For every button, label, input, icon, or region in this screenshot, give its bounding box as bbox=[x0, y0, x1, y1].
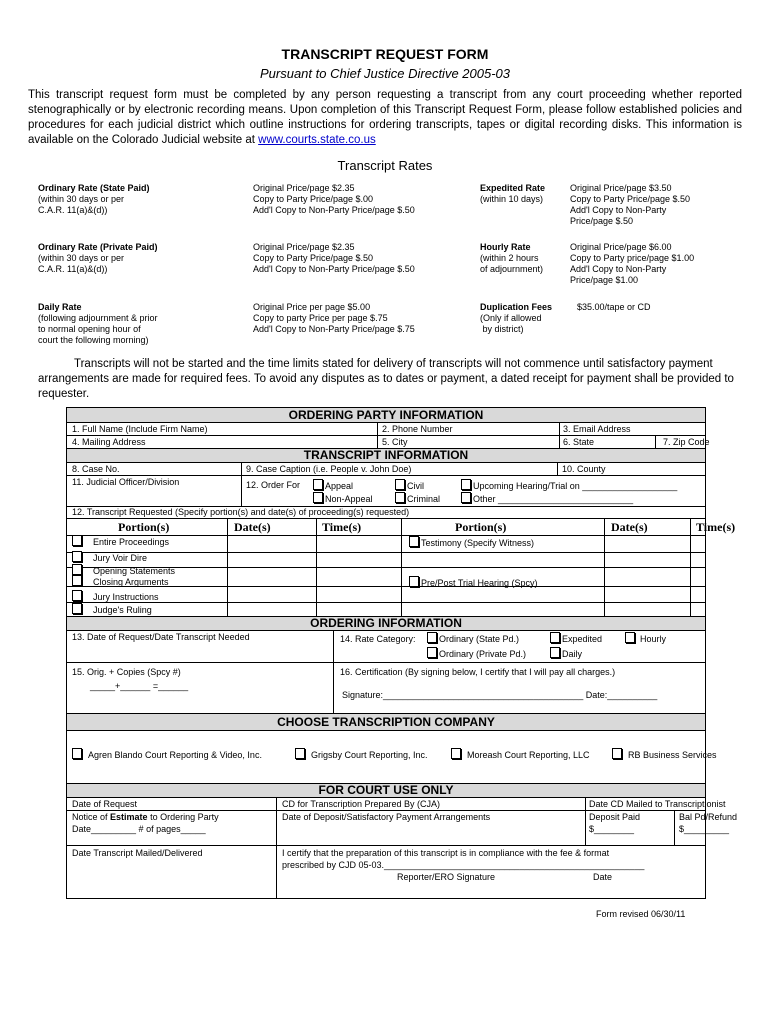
option-label: Other ___________________________ bbox=[473, 494, 634, 504]
transcript-info-heading: TRANSCRIPT INFORMATION bbox=[303, 448, 469, 462]
ordering-info-heading: ORDERING INFORMATION bbox=[310, 616, 462, 630]
company-agren-blando[interactable] bbox=[72, 748, 262, 761]
rate-price: Add'l Copy to Non-Party bbox=[570, 264, 667, 274]
checkbox-icon[interactable] bbox=[395, 492, 405, 503]
notice-estimate-label bbox=[72, 812, 219, 823]
portion-label: Jury Instructions bbox=[93, 592, 159, 602]
rate-desc: C.A.R. 11(a)&(d)) bbox=[38, 205, 108, 215]
col-date-right: Date(s) bbox=[611, 520, 648, 534]
rate-expedited-prices bbox=[570, 183, 750, 227]
checkbox-icon[interactable] bbox=[461, 492, 471, 503]
orig-copies-label: 15. Orig. + Copies (Spcy #) bbox=[72, 667, 181, 677]
checkbox-icon[interactable] bbox=[295, 748, 305, 759]
notice-text: to Ordering Party bbox=[147, 812, 219, 822]
rate-price: Copy to Party Price/page $.50 bbox=[253, 253, 374, 263]
rate-price: Copy to party Price per page $.75 bbox=[253, 313, 388, 323]
option-label: Hourly bbox=[640, 634, 667, 644]
cd-prepared-field[interactable]: CD for Transcription Prepared By (CJA) bbox=[282, 799, 441, 809]
order-for-label: 12. Order For bbox=[246, 480, 301, 490]
company-grigsby[interactable] bbox=[295, 748, 428, 761]
option-label: Appeal bbox=[325, 481, 354, 491]
portion-jury-instructions[interactable] bbox=[72, 590, 159, 603]
rate-price: Add'l Copy to Non-Party bbox=[570, 205, 667, 215]
checkbox-icon[interactable] bbox=[313, 479, 323, 490]
option-ordinary-state[interactable] bbox=[427, 632, 519, 645]
option-appeal[interactable] bbox=[313, 479, 353, 492]
rate-label: Hourly Rate bbox=[480, 242, 531, 252]
rate-price: Add'l Copy to Non-Party Price/page $.50 bbox=[253, 264, 415, 274]
notice-estimate-bold: Estimate bbox=[110, 812, 148, 822]
portion-label: Pre/Post Trial Hearing (Spcy) bbox=[421, 578, 538, 588]
company-label: Moreash Court Reporting, LLC bbox=[467, 750, 590, 760]
rate-duplication bbox=[480, 302, 575, 335]
date-transcript-mailed-field[interactable]: Date Transcript Mailed/Delivered bbox=[72, 848, 203, 858]
transcript-requested-label: 12. Transcript Requested (Specify portion(s) and date(s) of proceeding(s) requested) bbox=[72, 507, 410, 517]
payment-notice: Transcripts will not be started and the time limits stated for delivery of transcripts will not commence until satisfactory payment arrangements are made for required fees. To avoid any disputes as to dates or payment, a dated receipt for payment shall be provided to requester. bbox=[38, 358, 734, 400]
date-pages-field[interactable]: Date_________ # of pages_____ bbox=[72, 824, 206, 834]
option-upcoming-hearing[interactable] bbox=[461, 479, 677, 492]
portion-entire-proceedings[interactable] bbox=[72, 535, 169, 548]
ordering-party-heading: ORDERING PARTY INFORMATION bbox=[288, 408, 484, 422]
form-revised-date: Form revised 06/30/11 bbox=[596, 909, 686, 919]
rate-category-label: 14. Rate Category: bbox=[340, 634, 416, 644]
option-label: Criminal bbox=[407, 494, 441, 504]
rate-price: Copy to Party Price/page $.50 bbox=[570, 194, 691, 204]
rate-hourly-prices bbox=[570, 242, 750, 286]
company-heading: CHOOSE TRANSCRIPTION COMPANY bbox=[277, 715, 495, 729]
rate-price: Add'l Copy to Non-Party Price/page $.50 bbox=[253, 205, 415, 215]
option-expedited[interactable] bbox=[550, 632, 602, 645]
rate-ordinary-private-prices bbox=[253, 242, 473, 275]
intro-paragraph bbox=[28, 88, 742, 148]
option-civil[interactable] bbox=[395, 479, 424, 492]
checkbox-icon[interactable] bbox=[451, 748, 461, 759]
option-label: Daily bbox=[562, 649, 583, 659]
checkbox-icon[interactable] bbox=[427, 632, 437, 643]
rate-price: Original Price per page $5.00 bbox=[253, 302, 371, 312]
checkbox-icon[interactable] bbox=[313, 492, 323, 503]
rate-desc: (within 2 hours bbox=[480, 253, 539, 263]
deposit-paid-label: Deposit Paid bbox=[589, 812, 641, 822]
signature-date-field[interactable]: Signature:________________________________________ Date:__________ bbox=[342, 690, 658, 700]
reporter-signature-label: Reporter/ERO Signature bbox=[397, 872, 496, 882]
portion-testimony[interactable] bbox=[409, 536, 534, 549]
option-label: Non-Appeal bbox=[325, 494, 373, 504]
orig-copies-input[interactable]: _____+______ =______ bbox=[90, 681, 189, 691]
rate-desc: (within 30 days or per bbox=[38, 253, 125, 263]
portion-label: Jury Voir Dire bbox=[93, 553, 148, 563]
portion-label: Closing Arguments bbox=[93, 577, 169, 587]
rate-duplication-price: $35.00/tape or CD bbox=[577, 302, 651, 312]
rate-price: Copy to Party Price/page $.00 bbox=[253, 194, 374, 204]
judicial-officer-field[interactable]: 11. Judicial Officer/Division bbox=[72, 477, 180, 487]
rate-desc: (within 10 days) bbox=[480, 194, 544, 204]
checkbox-icon[interactable] bbox=[461, 479, 471, 490]
company-label: Agren Blando Court Reporting & Video, Inc. bbox=[88, 750, 262, 760]
case-no-field[interactable]: 8. Case No. bbox=[72, 464, 120, 474]
rate-price: Original Price/page $2.35 bbox=[253, 183, 355, 193]
col-time-left: Time(s) bbox=[322, 520, 362, 534]
certification-label: 16. Certification (By signing below, I certify that I will pay all charges.) bbox=[340, 667, 616, 677]
col-date-left: Date(s) bbox=[234, 520, 271, 534]
court-use-heading: FOR COURT USE ONLY bbox=[318, 783, 454, 797]
portion-label: Opening Statements bbox=[93, 566, 176, 576]
option-ordinary-private[interactable] bbox=[427, 647, 526, 660]
certify-statement: I certify that the preparation of this transcript is in compliance with the fee & format bbox=[282, 848, 610, 858]
col-time-right: Time(s) bbox=[696, 520, 736, 534]
checkbox-icon[interactable] bbox=[395, 479, 405, 490]
zip-code-field[interactable]: 7. Zip Code bbox=[663, 437, 710, 447]
rate-label: Daily Rate bbox=[38, 302, 82, 312]
rate-desc: by district) bbox=[480, 324, 524, 334]
checkbox-icon[interactable] bbox=[625, 632, 635, 643]
form-subtitle: Pursuant to Chief Justice Directive 2005-03 bbox=[259, 66, 510, 81]
rate-label: Ordinary Rate (State Paid) bbox=[38, 183, 150, 193]
rate-price: Price/page $.50 bbox=[570, 216, 634, 226]
rate-price: Add'l Copy to Non-Party Price/page $.75 bbox=[253, 324, 415, 334]
col-portion-left: Portion(s) bbox=[118, 520, 170, 534]
option-daily[interactable] bbox=[550, 647, 582, 660]
rate-desc: (Only if allowed bbox=[480, 313, 542, 323]
rate-label: Duplication Fees bbox=[480, 302, 553, 312]
notice-text: Notice of bbox=[72, 812, 111, 822]
balance-refund-label: Bal Pd/Refund bbox=[679, 812, 738, 822]
portion-jury-voir-dire[interactable] bbox=[72, 551, 147, 564]
full-name-field[interactable]: 1. Full Name (Include Firm Name) bbox=[72, 424, 208, 434]
checkbox-icon[interactable] bbox=[72, 551, 82, 562]
portion-label: Entire Proceedings bbox=[93, 537, 170, 547]
deposit-amount-field[interactable]: $________ bbox=[589, 824, 635, 834]
certify-date-label: Date bbox=[593, 872, 613, 882]
state-field[interactable]: 6. State bbox=[563, 437, 595, 447]
rate-expedited bbox=[480, 183, 570, 205]
portion-pre-post-trial[interactable] bbox=[409, 576, 538, 589]
portion-judges-ruling[interactable] bbox=[72, 603, 152, 616]
option-label: Upcoming Hearing/Trial on ___________________ bbox=[473, 481, 678, 491]
rate-hourly bbox=[480, 242, 570, 275]
checkbox-icon[interactable] bbox=[550, 647, 560, 658]
portion-label: Judge's Ruling bbox=[93, 605, 152, 615]
rate-ordinary-private bbox=[38, 242, 238, 275]
rate-price: Original Price/page $2.35 bbox=[253, 242, 355, 252]
date-cd-mailed-field[interactable]: Date CD Mailed to Transcriptionist bbox=[589, 799, 726, 809]
rate-price: Original Price/page $3.50 bbox=[570, 183, 672, 193]
rate-desc: of adjournment) bbox=[480, 264, 544, 274]
case-caption-field[interactable]: 9. Case Caption (i.e. People v. John Doe) bbox=[246, 464, 412, 474]
rate-daily bbox=[38, 302, 238, 346]
portion-label: Testimony (Specify Witness) bbox=[421, 538, 535, 548]
company-moreash[interactable] bbox=[451, 748, 590, 761]
phone-number-field[interactable]: 2. Phone Number bbox=[382, 424, 453, 434]
form-title: TRANSCRIPT REQUEST FORM bbox=[281, 46, 489, 62]
rate-price: Price/page $1.00 bbox=[570, 275, 639, 285]
deposit-arrangements-field[interactable]: Date of Deposit/Satisfactory Payment Arrangements bbox=[282, 812, 491, 822]
rates-heading: Transcript Rates bbox=[337, 158, 433, 173]
checkbox-icon[interactable] bbox=[72, 535, 82, 546]
option-label: Civil bbox=[407, 481, 424, 491]
checkbox-icon[interactable] bbox=[72, 575, 82, 586]
rate-daily-prices bbox=[253, 302, 473, 335]
checkbox-icon[interactable] bbox=[409, 576, 419, 587]
option-label: Ordinary (Private Pd.) bbox=[439, 649, 527, 659]
certify-signature-line[interactable]: prescribed by CJD 05-03.____________________________________________________ bbox=[282, 860, 645, 870]
rate-desc: (following adjournment & prior bbox=[38, 313, 158, 323]
rate-price: Copy to Party price/page $1.00 bbox=[570, 253, 695, 263]
rate-desc: court the following morning) bbox=[38, 335, 149, 345]
option-label: Ordinary (State Pd.) bbox=[439, 634, 520, 644]
checkbox-icon[interactable] bbox=[72, 603, 82, 614]
option-non-appeal[interactable] bbox=[313, 492, 373, 505]
col-portion-right: Portion(s) bbox=[455, 520, 507, 534]
company-rb-business[interactable] bbox=[612, 748, 717, 761]
company-label: Grigsby Court Reporting, Inc. bbox=[311, 750, 428, 760]
option-hourly[interactable] bbox=[625, 632, 666, 645]
rate-ordinary-state bbox=[38, 183, 238, 216]
checkbox-icon[interactable] bbox=[72, 564, 82, 575]
checkbox-icon[interactable] bbox=[550, 632, 560, 643]
rate-ordinary-state-prices bbox=[253, 183, 473, 216]
portion-closing-arguments[interactable] bbox=[72, 575, 169, 588]
option-other[interactable] bbox=[461, 492, 633, 505]
checkbox-icon[interactable] bbox=[427, 647, 437, 658]
balance-amount-field[interactable]: $_________ bbox=[679, 824, 730, 834]
county-field[interactable]: 10. County bbox=[562, 464, 606, 474]
rate-desc: to normal opening hour of bbox=[38, 324, 141, 334]
option-label: Expedited bbox=[562, 634, 603, 644]
rate-desc: C.A.R. 11(a)&(d)) bbox=[38, 264, 108, 274]
rate-label: Ordinary Rate (Private Paid) bbox=[38, 242, 158, 252]
checkbox-icon[interactable] bbox=[72, 590, 82, 601]
checkbox-icon[interactable] bbox=[612, 748, 622, 759]
checkbox-icon[interactable] bbox=[409, 536, 419, 547]
email-address-field[interactable]: 3. Email Address bbox=[563, 424, 631, 434]
checkbox-icon[interactable] bbox=[72, 748, 82, 759]
mailing-address-field[interactable]: 4. Mailing Address bbox=[72, 437, 146, 447]
rate-desc: (within 30 days or per bbox=[38, 194, 125, 204]
date-of-request-field[interactable]: Date of Request bbox=[72, 799, 138, 809]
intro-text: This transcript request form must be completed by any person requesting a transcript from any court proceeding whether reported stenographically or by electronic recording means. Upon completion of this Transcript Request Form, please follow established policies and procedures for each judicial district which outline instructions for ordering transcripts, tapes or digital recording disks. This information is available on the Colorado Judicial website at bbox=[28, 89, 742, 146]
date-request-needed-field[interactable]: 13. Date of Request/Date Transcript Needed bbox=[72, 632, 250, 642]
option-criminal[interactable] bbox=[395, 492, 440, 505]
courts-website-link[interactable]: www.courts.state.co.us bbox=[258, 134, 376, 146]
city-field[interactable]: 5. City bbox=[382, 437, 408, 447]
rate-price: Original Price/page $6.00 bbox=[570, 242, 672, 252]
company-label: RB Business Services bbox=[628, 750, 717, 760]
rate-label: Expedited Rate bbox=[480, 183, 546, 193]
